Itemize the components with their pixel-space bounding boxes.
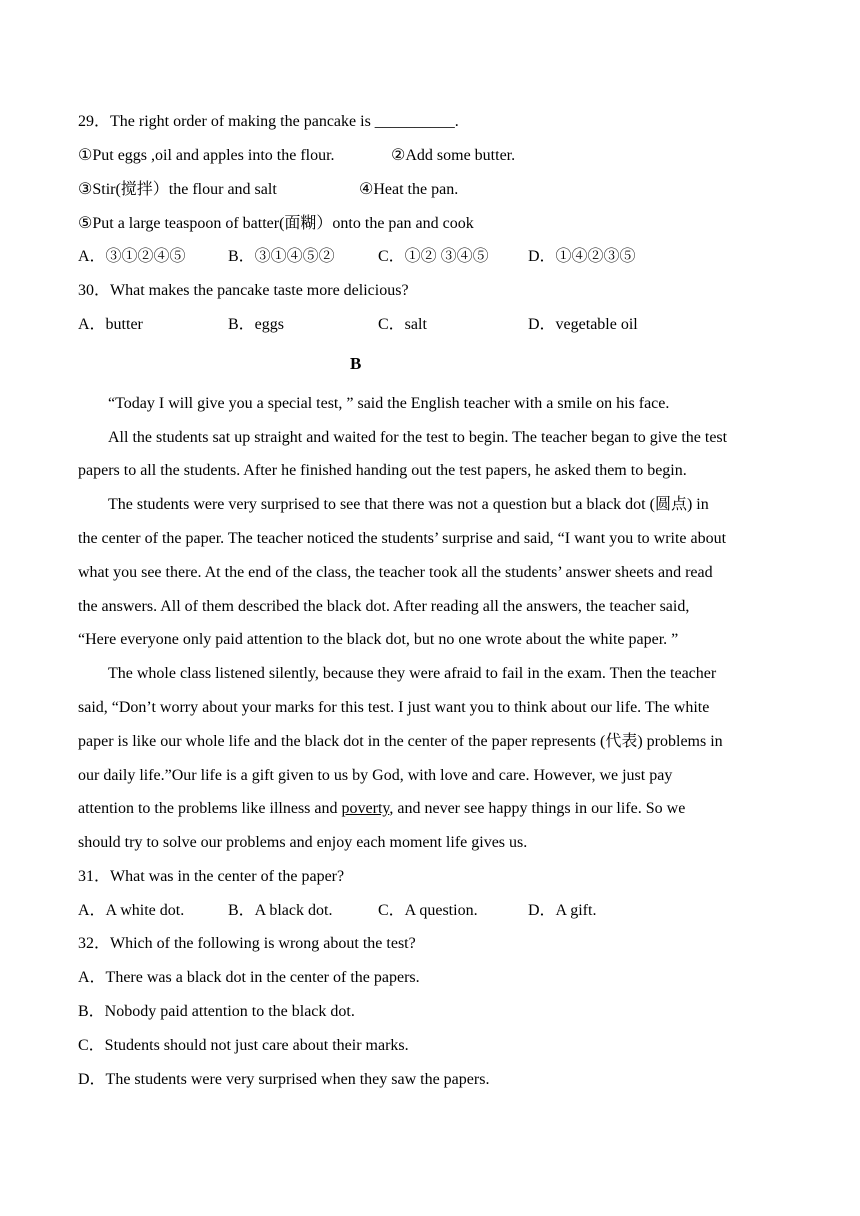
q29-steps-row-2 [78,178,788,202]
q32-option-d: D．The students were very surprised when they saw the papers. [78,1071,490,1088]
q31-option-a: A．A white dot. [78,902,185,919]
passage-line: should try to solve our problems and enjoy each moment life gives us. [78,834,528,851]
q32-option-b: B．Nobody paid attention to the black dot. [78,1003,355,1020]
q29-option-d: D．①④②③⑤ [528,248,636,265]
section-b-heading: B [350,354,362,373]
q30-option-a: A．butter [78,316,143,333]
passage-line: “Here everyone only paid attention to the black dot, but no one wrote about the white paper. ” [78,631,679,648]
passage-line: All the students sat up straight and waited for the test to begin. The teacher began to give the test [108,429,728,446]
passage-line-poverty [78,797,788,821]
passage-line: what you see there. At the end of the class, the teacher took all the students’ answer sheets and read [78,564,713,581]
q30-option-d: D．vegetable oil [528,316,638,333]
q32-option-a: A．There was a black dot in the center of the papers. [78,969,420,986]
passage-line: said, “Don’t worry about your marks for this test. I just want you to think about our life. The white [78,699,710,716]
q29-step-3: ③Stir(搅拌）the flour and salt [78,181,277,198]
passage-line: the answers. All of them described the black dot. After reading all the answers, the teacher said, [78,598,690,615]
underlined-word-poverty: poverty [341,800,390,817]
q29-step-1: ①Put eggs ,oil and apples into the flour. [78,147,335,164]
passage-text: attention to the problems like illness and [78,800,342,817]
q31-option-c: C．A question. [378,902,478,919]
q30-stem: 30．What makes the pancake taste more delicious? [78,282,409,299]
q29-step-2: ②Add some butter. [391,147,516,164]
q29-steps-row-1 [78,144,788,168]
q30-options [78,313,788,337]
q29-option-b: B．③①④⑤② [228,248,335,265]
q31-option-d: D．A gift. [528,902,597,919]
q29-option-a: A．③①②④⑤ [78,248,186,265]
q31-options [78,899,788,923]
q32-stem: 32．Which of the following is wrong about the test? [78,935,416,952]
q31-stem: 31．What was in the center of the paper? [78,868,345,885]
passage-line: our daily life.”Our life is a gift given to us by God, with love and care. However, we just pay [78,767,673,784]
passage-line: The students were very surprised to see that there was not a question but a black dot (圆点) in [108,496,709,513]
passage-line: the center of the paper. The teacher noticed the students’ surprise and said, “I want you to write about [78,530,727,547]
q29-step-4: ④Heat the pan. [359,181,459,198]
q30-option-b: B．eggs [228,316,285,333]
q30-option-c: C．salt [378,316,427,333]
passage-line: “Today I will give you a special test, ” said the English teacher with a smile on his face. [108,395,670,412]
passage-text: , and never see happy things in our life. So we [389,800,686,817]
q29-option-c: C．①② ③④⑤ [378,248,489,265]
passage-line: The whole class listened silently, because they were afraid to fail in the exam. Then the teacher [108,665,717,682]
passage-line: papers to all the students. After he finished handing out the test papers, he asked them to begin. [78,462,687,479]
q31-option-b: B．A black dot. [228,902,333,919]
q29-step-5: ⑤Put a large teaspoon of batter(面糊）onto the pan and cook [78,215,474,232]
q32-option-c: C．Students should not just care about their marks. [78,1037,409,1054]
q29-options [78,245,788,269]
q29-stem: 29．The right order of making the pancake is __________. [78,113,459,130]
passage-line: paper is like our whole life and the black dot in the center of the paper represents (代表) problems in [78,733,723,750]
